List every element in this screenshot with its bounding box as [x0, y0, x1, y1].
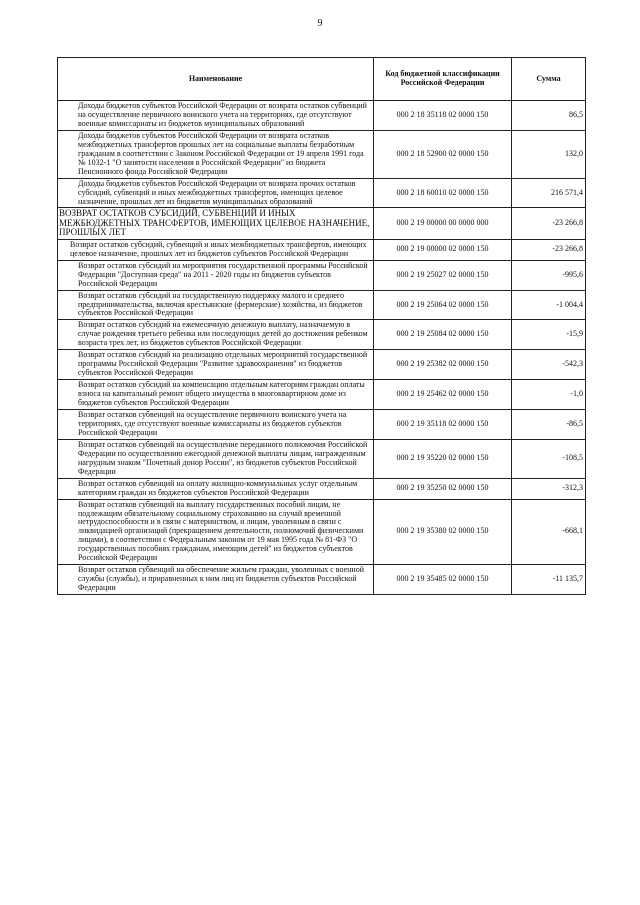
row-name-cell: Возврат остатков субвенций на оплату жилищно-коммунальных услуг отдельным категориям граждан из бюджетов субъектов Российской Федерации — [58, 478, 374, 499]
table-row — [58, 208, 586, 239]
row-amount-cell: 216 571,4 — [512, 178, 586, 208]
table-row — [58, 239, 586, 260]
row-amount-cell: -1 004,4 — [512, 290, 586, 320]
row-name-cell: Возврат остатков субвенций на осуществление первичного воинского учета на территориях, где отсутствуют военные комиссариаты из бюджетов субъектов Российской Федерации — [58, 410, 374, 440]
table-row — [58, 410, 586, 440]
table-row — [58, 101, 586, 131]
table-row — [58, 499, 586, 565]
row-amount-cell: -542,3 — [512, 350, 586, 380]
row-amount-cell: -108,5 — [512, 439, 586, 478]
row-amount-cell: -312,3 — [512, 478, 586, 499]
table-row — [58, 130, 586, 178]
row-amount-cell: -995,6 — [512, 260, 586, 290]
row-name-cell: ВОЗВРАТ ОСТАТКОВ СУБСИДИЙ, СУБВЕНЦИЙ И ИНЫХ МЕЖБЮДЖЕТНЫХ ТРАНСФЕРТОВ, ИМЕЮЩИХ ЦЕЛЕВОЕ НАЗНАЧЕНИЕ, ПРОШЛЫХ ЛЕТ — [58, 208, 374, 239]
row-amount-cell: -23 266,8 — [512, 239, 586, 260]
row-amount-cell: -11 135,7 — [512, 565, 586, 595]
row-code-cell: 000 2 18 52900 02 0000 150 — [374, 130, 512, 178]
row-code-cell: 000 2 19 25084 02 0000 150 — [374, 320, 512, 350]
table-header-row — [58, 58, 586, 101]
row-code-cell: 000 2 18 60010 02 0000 150 — [374, 178, 512, 208]
row-amount-cell: 132,0 — [512, 130, 586, 178]
row-code-cell: 000 2 19 35380 02 0000 150 — [374, 499, 512, 565]
row-name-cell: Возврат остатков субвенций на выплату государственных пособий лицам, не подлежащим обязательному социальному страхованию на случай временной нетрудоспособности и в связи с материнством, и лицам, уволенным в связи с ликвидацией организаций (прекращением деятельности, полномочий физическими лицами), в соответствии с Федеральным законом от 19 мая 1995 года № 81-ФЗ "О государственных пособиях гражданам, имеющим детей" из бюджетов субъектов Российской Федерации — [58, 499, 374, 565]
row-code-cell: 000 2 19 35485 02 0000 150 — [374, 565, 512, 595]
table-row — [58, 320, 586, 350]
row-amount-cell: -15,9 — [512, 320, 586, 350]
table-row — [58, 178, 586, 208]
row-amount-cell: -23 266,8 — [512, 208, 586, 239]
row-code-cell: 000 2 19 00000 02 0000 150 — [374, 239, 512, 260]
table-row — [58, 350, 586, 380]
row-name-cell: Возврат остатков субсидий на реализацию отдельных мероприятий государственной программы Российской Федерации "Развитие здравоохранения" из бюджетов субъектов Российской Федерации — [58, 350, 374, 380]
row-code-cell: 000 2 19 25027 02 0000 150 — [374, 260, 512, 290]
header-amount: Сумма — [512, 58, 586, 101]
row-name-cell: Возврат остатков субсидий на компенсацию отдельным категориям граждан оплаты взноса на капитальный ремонт общего имущества в многоквартирном доме из бюджетов субъектов Российской Федерации — [58, 380, 374, 410]
row-code-cell: 000 2 18 35118 02 0000 150 — [374, 101, 512, 131]
row-code-cell: 000 2 19 35220 02 0000 150 — [374, 439, 512, 478]
row-code-cell: 000 2 19 25382 02 0000 150 — [374, 350, 512, 380]
row-name-cell: Возврат остатков субсидий на государственную поддержку малого и среднего предпринимательства, включая крестьянские (фермерские) хозяйства, из бюджетов субъектов Российской Федерации — [58, 290, 374, 320]
page-number: 9 — [317, 18, 323, 29]
row-name-cell: Возврат остатков субвенций на обеспечение жильем граждан, уволенных с военной службы (службы), и приравненных к ним лиц из бюджетов субъектов Российской Федерации — [58, 565, 374, 595]
row-amount-cell: -86,5 — [512, 410, 586, 440]
row-code-cell: 000 2 19 35118 02 0000 150 — [374, 410, 512, 440]
table-row — [58, 290, 586, 320]
table-row — [58, 260, 586, 290]
row-amount-cell: -668,1 — [512, 499, 586, 565]
row-code-cell: 000 2 19 00000 00 0000 000 — [374, 208, 512, 239]
row-name-cell: Возврат остатков субсидий на мероприятия государственной программы Российской Федерации "Доступная среда" на 2011 - 2020 годы из бюджетов субъектов Российской Федерации — [58, 260, 374, 290]
table-row — [58, 478, 586, 499]
header-name: Наименование — [58, 58, 374, 101]
row-name-cell: Возврат остатков субсидий, субвенций и иных межбюджетных трансфертов, имеющих целевое назначение, прошлых лет из бюджетов субъектов Российской Федерации — [58, 239, 374, 260]
table-row — [58, 439, 586, 478]
row-amount-cell: 86,5 — [512, 101, 586, 131]
row-name-cell: Доходы бюджетов субъектов Российской Федерации от возврата прочих остатков субсидий, субвенций и иных межбюджетных трансфертов, имеющих целевое назначение, прошлых лет из бюджетов муниципальных образований — [58, 178, 374, 208]
table-row — [58, 565, 586, 595]
row-code-cell: 000 2 19 25462 02 0000 150 — [374, 380, 512, 410]
row-code-cell: 000 2 19 25064 02 0000 150 — [374, 290, 512, 320]
row-name-cell: Возврат остатков субсидий на ежемесячную денежную выплату, назначаемую в случае рождения третьего ребенка или последующих детей до достижения ребенком возраста трех лет, из бюджетов субъектов Российской Федерации — [58, 320, 374, 350]
row-amount-cell: -1,0 — [512, 380, 586, 410]
table-row — [58, 380, 586, 410]
row-name-cell: Доходы бюджетов субъектов Российской Федерации от возврата остатков субвенций на осуществление первичного воинского учета на территориях, где отсутствуют военные комиссариаты из бюджетов муниципальных образований — [58, 101, 374, 131]
row-name-cell: Доходы бюджетов субъектов Российской Федерации от возврата остатков межбюджетных трансфертов прошлых лет на социальные выплаты безработным гражданам в соответствии с Законом Российской Федерации от 19 апреля 1991 года № 1032-1 "О занятости населения в Российской Федерации" из бюджета Пенсионного фонда Российской Федерации — [58, 130, 374, 178]
budget-table — [57, 57, 586, 595]
header-code: Код бюджетной классификации Российской Федерации — [374, 58, 512, 101]
row-name-cell: Возврат остатков субвенций на осуществление переданного полномочия Российской Федерации по осуществлению ежегодной денежной выплаты лицам, награжденным нагрудным знаком "Почетный донор России", из бюджетов субъектов Российской Федерации — [58, 439, 374, 478]
row-code-cell: 000 2 19 35250 02 0000 150 — [374, 478, 512, 499]
